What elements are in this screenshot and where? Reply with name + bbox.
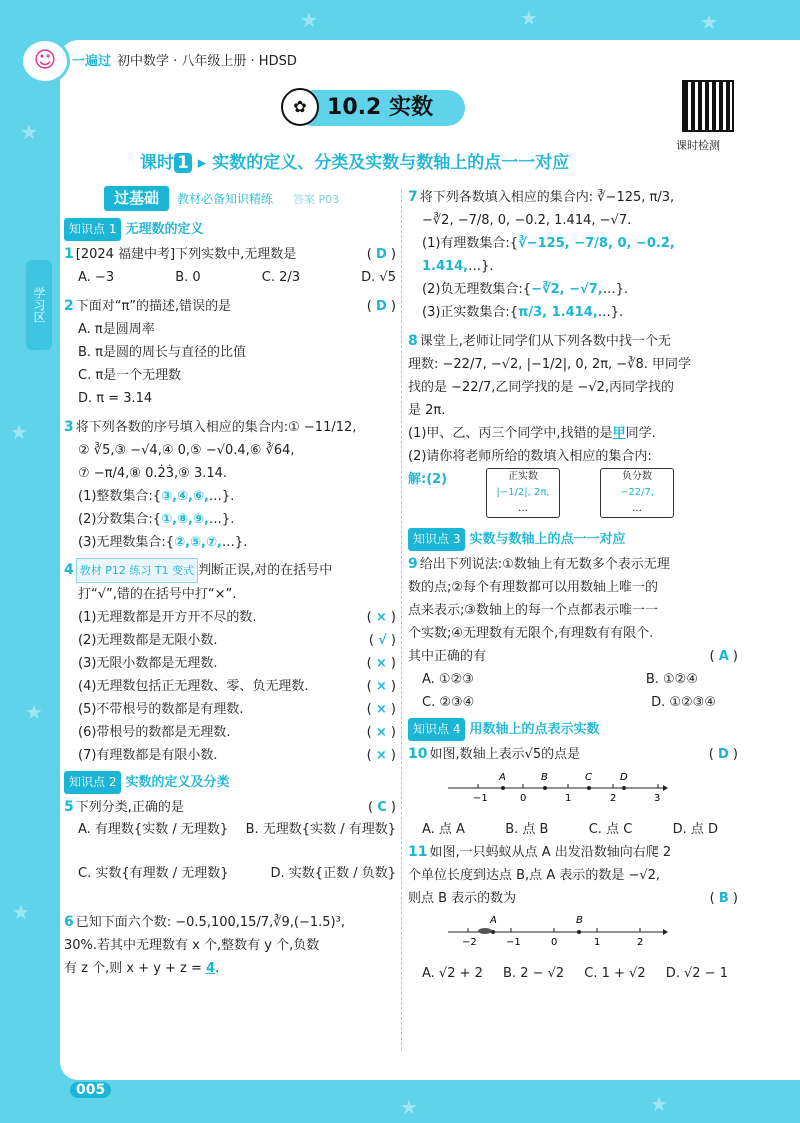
question-8: 8 课堂上,老师让同学们从下列各数中找一个无	[408, 333, 671, 349]
side-tab: 学习区	[26, 260, 52, 350]
q3-set-3: (3)无理数集合:{②,⑤,⑦,…}.	[78, 535, 248, 550]
question-3: 3 将下列各数的序号填入相应的集合内:① −11/12,	[64, 419, 357, 435]
q11-point-label: B	[576, 915, 583, 926]
q9-options-cd: C. ②③④ D. ①②③④	[422, 695, 716, 710]
q11-tick-label: −1	[506, 937, 521, 948]
page-number: 005	[70, 1082, 111, 1098]
q3-set-1: (1)整数集合:{③,④,⑥,…}.	[78, 489, 235, 504]
q4-item-7: (7)有理数都是有限小数. ( × )	[78, 748, 396, 763]
q4-item-1: (1)无理数都是开方开不尽的数. ( × )	[78, 610, 396, 625]
q11-tick-label: 1	[594, 937, 601, 948]
knowledge-point-1: 知识点 1 无理数的定义	[64, 218, 396, 241]
left-column	[64, 186, 396, 980]
q4-item-2: (2)无理数都是无限小数. ( √ )	[78, 633, 396, 648]
q8-stem3: 找的是 −22/7,乙同学找的是 −√2,丙同学找的	[408, 380, 675, 395]
q4-stem2: 打“√”,错的在括号中打“×”.	[78, 587, 237, 602]
q5-options-ab: A. 有理数{实数 / 无理数} B. 无理数{实数 / 有理数}	[78, 822, 396, 837]
q10-options: A. 点 A B. 点 B C. 点 C D. 点 D	[422, 822, 718, 837]
q4-item-4: (4)无理数包括正无理数、零、负无理数. ( × )	[78, 679, 396, 694]
q7-set-2: (2)负无理数集合:{−∛2, −√7,…}.	[422, 282, 629, 297]
q11-stem2: 个单位长度到达点 B,点 A 表示的数是 −√2,	[408, 868, 661, 883]
qr-code-icon[interactable]	[682, 80, 734, 132]
question-4: 4 教材 P12 练习 T1 变式 判断正误,对的在括号中	[64, 558, 396, 583]
q7-stem2: −∛2, −7/8, 0, −0.2̇, 1.414, −√7.	[422, 213, 632, 228]
lesson-title: 课时 1 ▸ 实数的定义、分类及实数与数轴上的点一一对应	[140, 153, 570, 173]
q10-tick-label: −1	[473, 793, 488, 804]
question-5: 5 下列分类,正确的是 ( C )	[64, 799, 396, 815]
q10-point-label: A	[499, 772, 506, 783]
q11-tick-label: 0	[551, 937, 558, 948]
q11-tick-label: 2	[637, 937, 644, 948]
q11-point-label: A	[490, 915, 497, 926]
q10-number-line	[448, 768, 668, 808]
q8-part2: (2)请你将老师所给的数填入相应的集合内:	[408, 449, 652, 464]
q8-solution: 解:(2) 正实数 |−1/2|, 2π, … 负分数 −22/7, …	[408, 468, 738, 524]
q10-tick-label: 1	[565, 793, 572, 804]
column-divider	[401, 190, 402, 1050]
question-1: 1 [2024 福建中考]下列实数中,无理数是 ( D )	[64, 246, 396, 262]
question-10: 10 如图,数轴上表示√5的点是 ( D )	[408, 746, 738, 762]
star-background: ★ ★ ★ ★ ★ ★ ★ ★ ★	[10, 6, 718, 1119]
question-7: 7 将下列各数填入相应的集合内: ∛−125, π/3,	[408, 189, 675, 205]
q2-option-d: D. π = 3.14	[78, 391, 153, 406]
page-title: ✿ 10.2 实数	[295, 90, 465, 126]
q8-stem2: 理数: −22/7, −√2, |−1/2|, 0, 2π, −∛8. 甲同学	[408, 357, 692, 372]
knowledge-point-4: 知识点 4 用数轴上的点表示实数	[408, 718, 738, 741]
q2-option-c: C. π是一个无理数	[78, 368, 182, 383]
question-11: 11 如图,一只蚂蚁从点 A 出发沿数轴向右爬 2	[408, 844, 672, 860]
q10-tick-label: 2	[610, 793, 617, 804]
q9-stem4: 个实数;④无理数有无限个,有理数有有限个.	[408, 626, 654, 641]
q3-line3: ⑦ −π/4,⑧ 0.2̇3̇,⑨ 3.14.	[78, 466, 228, 481]
section-base: 过基础 教材必备知识精练 答案 P03	[64, 186, 396, 212]
qr-label: 课时检测	[676, 139, 720, 152]
negative-fraction-box: 负分数 −22/7, …	[600, 468, 674, 518]
question-2: 2 下面对“π”的描述,错误的是 ( D )	[64, 298, 396, 314]
q7-set-1: (1)有理数集合:{∛−125, −7/8, 0, −0.2̇, 1.414,…}.	[422, 236, 675, 274]
q9-options-ab: A. ①②③ B. ①②④	[422, 672, 698, 687]
q10-point-label: B	[541, 772, 548, 783]
q10-tick-label: 3	[654, 793, 661, 804]
q4-item-5: (5)不带根号的数都是有理数. ( × )	[78, 702, 396, 717]
q3-line2: ② ∛5,③ −√4,④ 0,⑤ −√0.4,⑥ ∛64,	[78, 443, 295, 458]
q10-point-label: C	[585, 772, 592, 783]
knowledge-point-3: 知识点 3 实数与数轴上的点一一对应	[408, 528, 738, 551]
header: 一遍过 初中数学 · 八年级上册 · HDSD	[72, 54, 297, 69]
q5-options-cd: C. 实数{有理数 / 无理数} D. 实数{正数 / 负数}	[78, 866, 396, 881]
ant-icon	[478, 928, 492, 934]
knowledge-point-2: 知识点 2 实数的定义及分类	[64, 771, 396, 794]
q3-set-2: (2)分数集合:{①,⑧,⑨,…}.	[78, 512, 235, 527]
q7-set-3: (3)正实数集合:{π/3, 1.414,…}.	[422, 305, 624, 320]
q11-tick-label: −2	[462, 937, 477, 948]
q9-stem5: 其中正确的有 ( A )	[408, 649, 738, 664]
positive-real-box: 正实数 |−1/2|, 2π, …	[486, 468, 560, 518]
q2-option-b: B. π是圆的周长与直径的比值	[78, 345, 247, 360]
q8-part1: (1)甲、乙、丙三个同学中,找错的是甲同学.	[408, 426, 656, 441]
star-mascot-icon: ✿	[281, 88, 319, 126]
q11-number-line	[448, 912, 668, 952]
q9-stem2: 数的点;②每个有理数都可以用数轴上唯一的	[408, 580, 659, 595]
q4-item-3: (3)无限小数都是无理数. ( × )	[78, 656, 396, 671]
mascot-icon: ☺	[20, 38, 70, 84]
q6-stem3: 有 z 个,则 x + y + z = 4.	[64, 961, 220, 976]
q9-stem3: 点来表示;③数轴上的每一个点都表示唯一一	[408, 603, 659, 618]
right-column	[408, 186, 738, 985]
q6-stem2: 30%.若其中无理数有 x 个,整数有 y 个,负数	[64, 938, 320, 953]
q10-point-label: D	[620, 772, 628, 783]
q1-options: A. −3 B. 0 C. 2/3 D. √5	[78, 270, 396, 285]
q10-tick-label: 0	[520, 793, 527, 804]
q4-item-6: (6)带根号的数都是无理数. ( × )	[78, 725, 396, 740]
q11-options: A. √2 + 2 B. 2 − √2 C. 1 + √2 D. √2 − 1	[422, 966, 728, 981]
q2-option-a: A. π是圆周率	[78, 322, 155, 337]
q8-stem4: 是 2π.	[408, 403, 446, 418]
q11-stem3: 则点 B 表示的数为 ( B )	[408, 891, 738, 906]
question-9: 9 给出下列说法:①数轴上有无数多个表示无理	[408, 556, 670, 572]
question-6: 6 已知下面六个数: −0.5,100,15/7,∛9,(−1.5)³,	[64, 914, 345, 930]
